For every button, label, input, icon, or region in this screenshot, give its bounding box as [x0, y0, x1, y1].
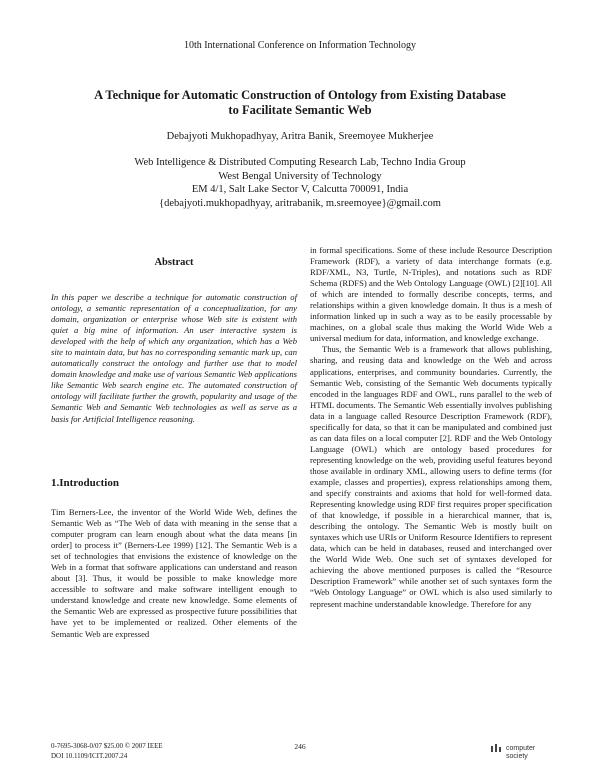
conference-header: 10th International Conference on Information Technology [183, 40, 417, 51]
page-number: 246 [294, 742, 306, 751]
authors: Debajyoti Mukhopadhyay, Aritra Banik, Sreemoyee Mukherjee [166, 131, 434, 142]
abstract-heading: Abstract [154, 257, 194, 268]
logo-line-1: computer [506, 745, 536, 752]
title-line-1: A Technique for Automatic Construction of Ontology from Existing Database [94, 88, 506, 102]
right-column [310, 245, 552, 610]
right-paragraph-1: in formal specifications. Some of these include Resource Description Framework (RDF), a variety of data interchange formats (e.g. RDF/XML, N3, Turtle, N-Triples), and notations such as RDF Schema (RDFS) and the Web Ontology Language (OWL) [2][10]. All of which are intended to formally describe concepts, terms, and relationships within a given knowledge domain. It thus is a mesh of information linked up in such a way as to be easily processable by machines, on a global scale thus making the World Wide Web a universal medium for data, information, and knowledge exchange. [310, 245, 552, 344]
title-line-2: to Facilitate Semantic Web [228, 103, 372, 117]
introduction-text: Tim Berners-Lee, the inventor of the World Wide Web, defines the Semantic Web as “The Web of data with meaning in the sense that a computer program can learn enough about what the data means [in order] to process it” (Berners-Lee 1999) [12]. The Semantic Web is a set of technologies that envisions the existence of knowledge on the Web in a format that software applications can understand and reason about [3]. Thus, it would be possible to make knowledge more accessible to software and make software intelligent enough to understand knowledge and create new knowledge. Some elements of the Semantic Web are expressed as prospective future possibilities that have yet to be implemented or realized. Other elements of the Semantic Web are expressed [51, 507, 297, 639]
affiliation-address: EM 4/1, Salt Lake Sector V, Calcutta 700091, India [191, 184, 409, 195]
abstract-text: In this paper we describe a technique for automatic construction of ontology, a semantic representation of a conceptualization, for any domain, organization or enterprise whose Web site is existent with quiet a big mine of information. An user interactive system is developed with the help of which any organization, which has a Web site to maintain data, but has no corresponding semantic mark up, can automatically construct the ontology and further use that to model domain knowledge and make use of various Semantic Web applications like Semantic Web search engine etc. The automated construction of ontology will facilitate further the growth, popularity and usage of the Semantic Web and Semantic Web technologies as well as serve as a basis for Artificial Intelligence reasoning. [51, 292, 297, 424]
introduction-heading: 1.Introduction [51, 477, 119, 489]
affiliation-emails: {debajyoti.mukhopadhyay, aritrabanik, m.sreemoyee}@gmail.com [159, 197, 441, 209]
affiliation-university: West Bengal University of Technology [218, 170, 382, 182]
right-paragraph-2: Thus, the Semantic Web is a framework that allows publishing, sharing, and reusing data and knowledge on the Web and across applications, enterprises, and community boundaries. Currently, the Semantic Web, consisting of the Semantic Web documents typically encoded in the languages RDF and OWL, runs parallel to the web of HTML documents. The Semantic Web essentially involves publishing data in a language called Resource Description Framework (RDF), specifically for data, so that it can be manipulated and combined just as can data files on a local computer [2]. RDF and the Web Ontology Language (OWL) which are ontology based procedures for representing knowledge on the web, providing useful features beyond those available in ordinary XML, allowing users to define terms (for example, classes and properties), express relationships among them, and specify constraints and axioms that hold for well-formed data. Representing knowledge using RDF first requires proper specification of that knowledge, if possible in a hierarchical manner, that is, describing the ontology. The Semantic Web is mostly built on syntaxes which use URIs or Uniform Resource Identifiers to represent data, which can be held in databases, reused and interchanged over the World Wide Web. One such set of syntaxes developed for achieving the above mentioned purposes is called the “Resource Description Framework” while another set of such syntaxes form the “Web Ontology Language” or OWL which is also used similarly to represent machine understandable knowledge. Therefore for any [310, 344, 552, 609]
affiliation [100, 156, 500, 210]
affiliation-lab: Web Intelligence & Distributed Computing Research Lab, Techno India Group [134, 157, 466, 168]
computer-society-logo [490, 744, 560, 764]
footer-isbn: 0-7695-3068-0/07 $25.00 © 2007 IEEE [51, 742, 163, 750]
logo-line-2: society [506, 752, 528, 760]
footer-doi: DOI 10.1109/ICIT.2007.24 [51, 751, 128, 760]
paper-title [60, 88, 540, 118]
ieee-cs-logo-icon [490, 744, 504, 762]
